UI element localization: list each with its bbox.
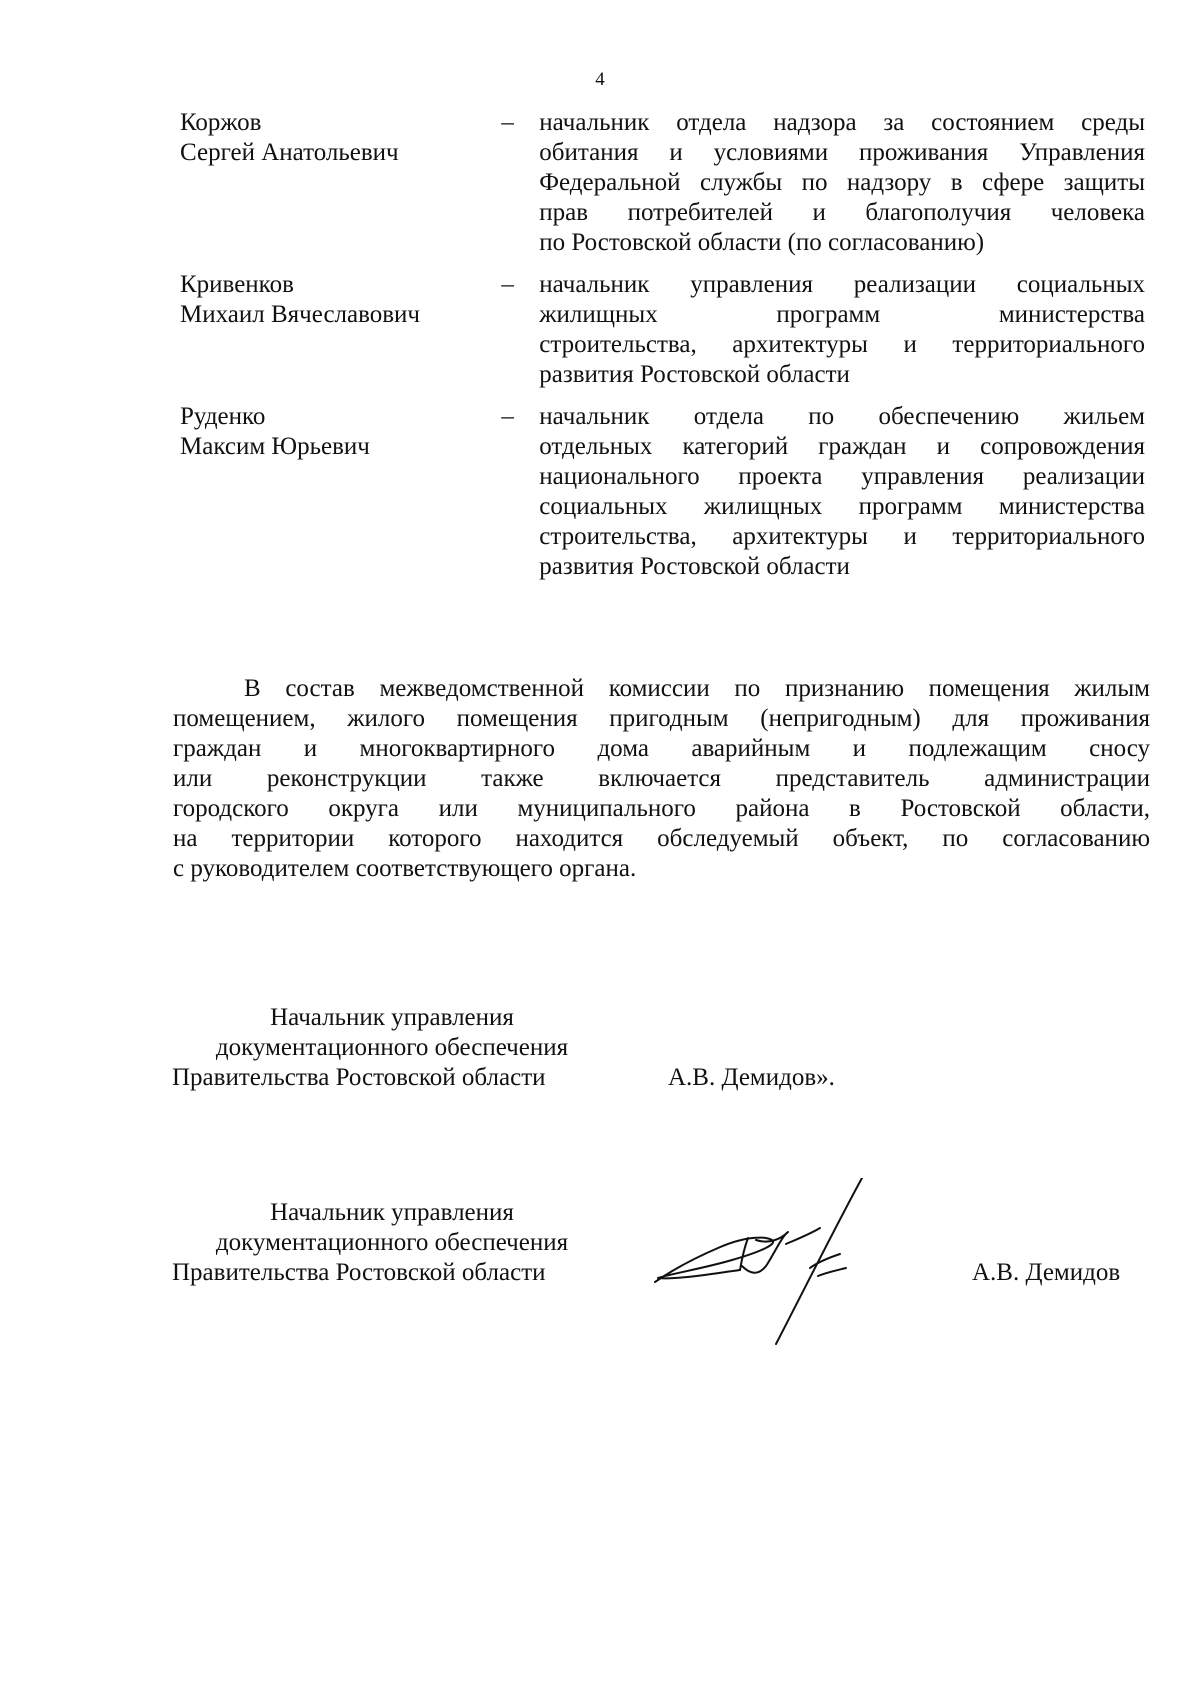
signatory-title-line: документационного обеспечения (215, 1034, 569, 1061)
signatory-title-line: Правительства Ростовской области (172, 1259, 546, 1286)
signatory-title-line: Начальник управления (270, 1199, 514, 1226)
signatory-title-line: документационного обеспечения (215, 1229, 569, 1256)
member-given-names: Максим Юрьевич (180, 433, 370, 460)
member-role (539, 402, 1145, 582)
role-line: прав потребителей и благополучия человека (539, 199, 1145, 226)
role-line: начальник управления реализации социальных (539, 271, 1145, 298)
member-name (180, 108, 499, 258)
member-given-names: Михаил Вячеславович (180, 301, 421, 328)
member-role (539, 108, 1145, 258)
signatory-name: А.В. Демидов (972, 1259, 1121, 1286)
member-dash: – (501, 109, 514, 136)
paragraph-line: городского округа или муниципального района в Ростовской области, (173, 795, 1150, 822)
role-line: Федеральной службы по надзору в сфере защиты (539, 169, 1145, 196)
signatory-title-line: Правительства Ростовской области (172, 1064, 546, 1091)
member-dash: – (501, 271, 514, 298)
role-line: начальник отдела по обеспечению жильем (539, 403, 1145, 430)
member-entry (180, 270, 1145, 390)
commission-paragraph (173, 674, 1150, 884)
handwritten-signature-icon (650, 1178, 940, 1348)
member-role (539, 270, 1145, 390)
paragraph-line: с руководителем соответствующего органа. (173, 855, 637, 882)
paragraph-line: или реконструкции также включается представитель администрации (173, 765, 1150, 792)
role-line: развития Ростовской области (539, 553, 850, 580)
role-line: социальных жилищных программ министерства (539, 493, 1145, 520)
role-line: жилищных программ министерства (539, 301, 1145, 328)
member-name (180, 270, 499, 390)
role-line: национального проекта управления реализации (539, 463, 1145, 490)
member-entry (180, 108, 1145, 258)
member-given-names: Сергей Анатольевич (180, 139, 399, 166)
role-line: отдельных категорий граждан и сопровождения (539, 433, 1145, 460)
role-line: развития Ростовской области (539, 361, 850, 388)
paragraph-line: на территории которого находится обследуемый объект, по согласованию (173, 825, 1150, 852)
page-number: 4 (595, 69, 605, 90)
role-line: обитания и условиями проживания Управления (539, 139, 1145, 166)
signatory-title-line: Начальник управления (270, 1004, 514, 1031)
role-line: по Ростовской области (по согласованию) (539, 229, 985, 256)
member-surname: Руденко (180, 403, 266, 430)
role-line: начальник отдела надзора за состоянием среды (539, 109, 1145, 136)
signatory-title-block (172, 1003, 612, 1093)
paragraph-line: помещением, жилого помещения пригодным (непригодным) для проживания (173, 705, 1150, 732)
member-entry (180, 402, 1145, 582)
member-surname: Коржов (180, 109, 262, 136)
role-line: строительства, архитектуры и территориального (539, 331, 1145, 358)
paragraph-line: В состав межведомственной комиссии по признанию помещения жилым (244, 675, 1150, 702)
signatory-name: А.В. Демидов». (668, 1064, 835, 1091)
role-line: строительства, архитектуры и территориального (539, 523, 1145, 550)
member-dash: – (501, 403, 514, 430)
signatory-title-block (172, 1198, 612, 1288)
member-surname: Кривенков (180, 271, 294, 298)
commission-members-list (180, 108, 1145, 594)
paragraph-line: граждан и многоквартирного дома аварийным и подлежащим сносу (173, 735, 1150, 762)
member-name (180, 402, 499, 582)
